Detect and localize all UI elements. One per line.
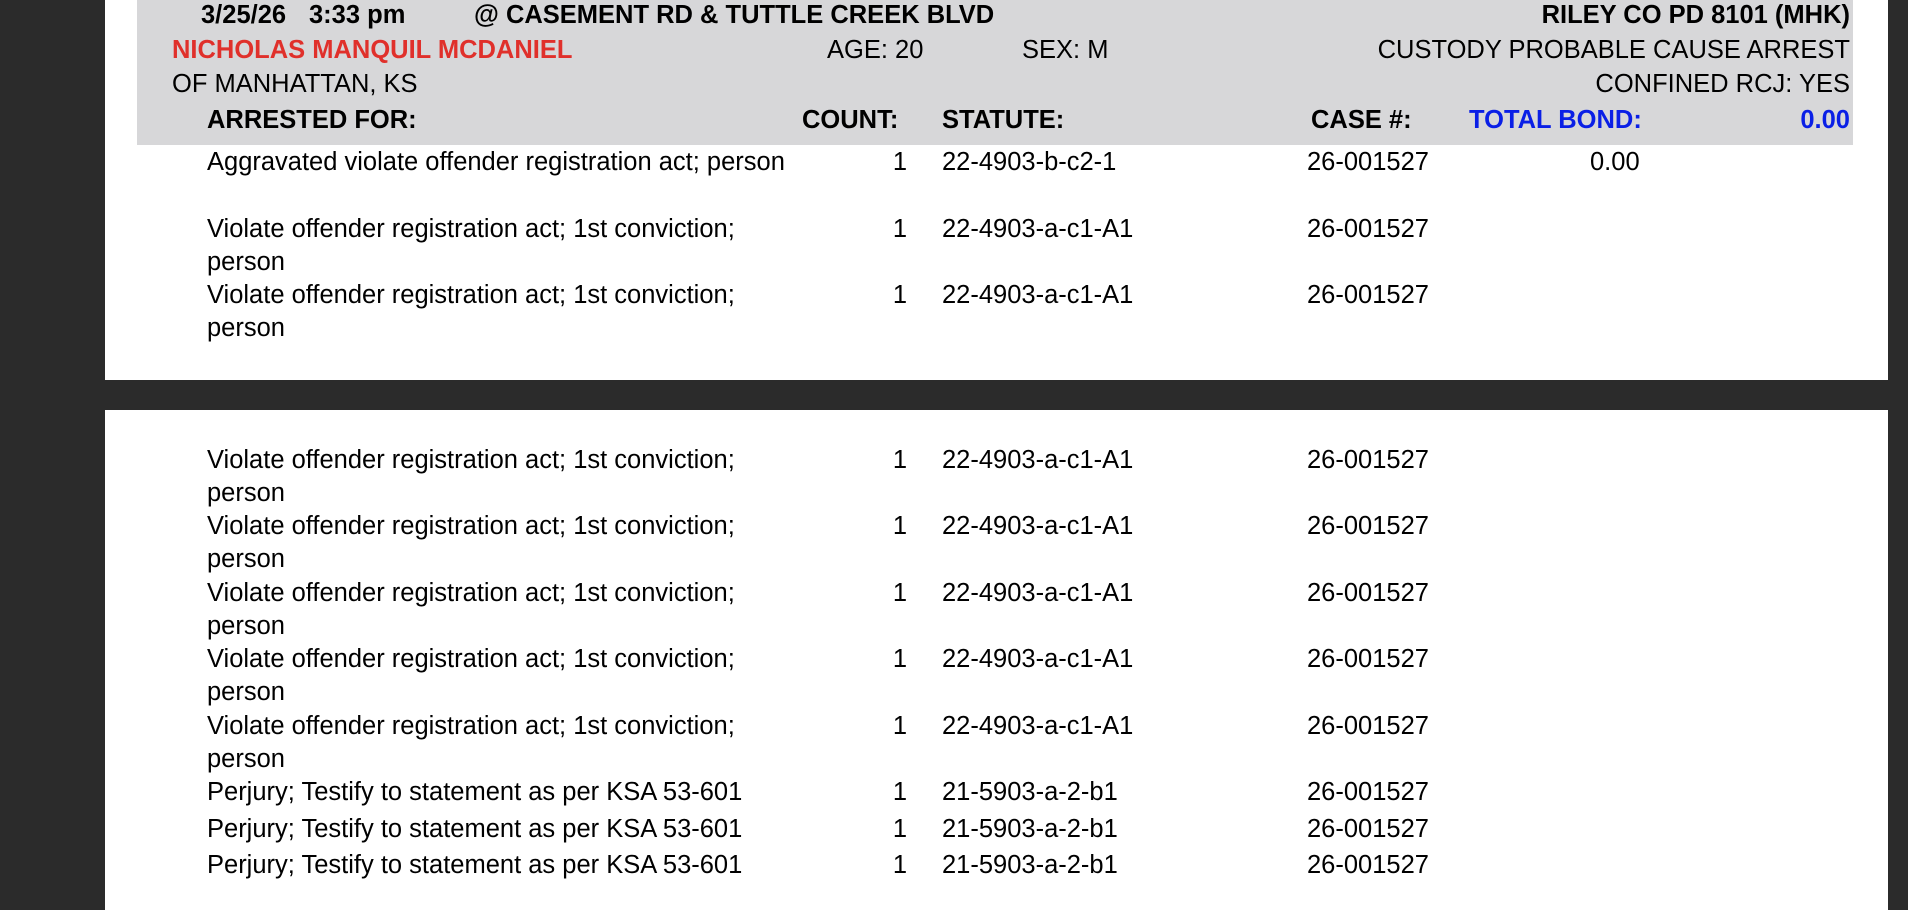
charge-statute: 22-4903-a-c1-A1 <box>942 711 1134 740</box>
charge-case-number: 26-001527 <box>1307 214 1429 243</box>
arrestee-name: NICHOLAS MANQUIL MCDANIEL <box>172 36 573 64</box>
charge-offense: Perjury; Testify to statement as per KSA 53-601 <box>207 851 743 879</box>
charge-count: 1 <box>892 778 907 806</box>
charge-case-number: 26-001527 <box>1307 512 1429 541</box>
charge-count: 1 <box>892 711 907 740</box>
charge-count: 1 <box>892 281 907 309</box>
confined-status: CONFINED RCJ: YES <box>1595 70 1850 98</box>
arrestee-age: AGE: 20 <box>827 36 924 64</box>
charge-offense: Perjury; Testify to statement as per KSA 53-601 <box>207 778 743 806</box>
charge-case-number: 26-001527 <box>1307 778 1429 806</box>
charge-case-number: 26-001527 <box>1307 814 1429 843</box>
total-bond-value: 0.00 <box>1800 106 1850 134</box>
charge-case-number: 26-001527 <box>1307 148 1429 176</box>
arresting-agency: RILEY CO PD 8101 (MHK) <box>1541 1 1850 29</box>
charge-case-number: 26-001527 <box>1307 645 1429 674</box>
charge-bond: 0.00 <box>1590 148 1640 176</box>
charge-statute: 22-4903-b-c2-1 <box>942 148 1117 176</box>
charge-offense: Perjury; Testify to statement as per KSA 53-601 <box>207 814 743 843</box>
arrestee-residence: OF MANHATTAN, KS <box>172 70 418 98</box>
arrest-location: @ CASEMENT RD & TUTTLE CREEK BLVD <box>474 1 995 29</box>
charge-offense: Violate offender registration act; 1st conviction; person <box>207 578 735 640</box>
charge-case-number: 26-001527 <box>1307 851 1429 879</box>
charge-count: 1 <box>892 214 907 243</box>
charge-count: 1 <box>892 851 907 879</box>
charge-case-number: 26-001527 <box>1307 578 1429 607</box>
charge-offense: Violate offender registration act; 1st conviction; person <box>207 281 735 342</box>
arrestee-sex: SEX: M <box>1022 36 1109 64</box>
arrest-time: 3:33 pm <box>309 1 406 29</box>
charge-count: 1 <box>892 578 907 607</box>
arrest-date: 3/25/26 <box>201 1 287 29</box>
charge-offense: Violate offender registration act; 1st conviction; person <box>207 512 735 574</box>
charge-offense: Aggravated violate offender registration act; person <box>207 148 785 176</box>
charge-statute: 22-4903-a-c1-A1 <box>942 446 1134 474</box>
charge-case-number: 26-001527 <box>1307 711 1429 740</box>
charge-count: 1 <box>892 814 907 843</box>
charge-statute: 22-4903-a-c1-A1 <box>942 512 1134 541</box>
charge-count: 1 <box>892 512 907 541</box>
charge-statute: 21-5903-a-2-b1 <box>942 851 1118 879</box>
charge-statute: 22-4903-a-c1-A1 <box>942 578 1134 607</box>
charge-offense: Violate offender registration act; 1st conviction; person <box>207 711 735 773</box>
charge-case-number: 26-001527 <box>1307 281 1429 309</box>
charge-statute: 21-5903-a-2-b1 <box>942 814 1118 843</box>
column-header-count: COUNT: <box>802 106 899 134</box>
column-header-arrested-for: ARRESTED FOR: <box>207 106 417 134</box>
charge-offense: Violate offender registration act; 1st conviction; person <box>207 446 735 507</box>
charge-count: 1 <box>892 645 907 674</box>
charge-statute: 22-4903-a-c1-A1 <box>942 281 1134 309</box>
charge-case-number: 26-001527 <box>1307 446 1429 474</box>
charge-offense: Violate offender registration act; 1st conviction; person <box>207 645 735 707</box>
column-header-case: CASE #: <box>1311 106 1412 134</box>
charge-statute: 21-5903-a-2-b1 <box>942 778 1118 806</box>
total-bond-label: TOTAL BOND: <box>1469 106 1642 134</box>
charge-offense: Violate offender registration act; 1st conviction; person <box>207 214 735 276</box>
arrest-type: CUSTODY PROBABLE CAUSE ARREST <box>1377 36 1850 64</box>
charge-count: 1 <box>892 446 907 474</box>
column-header-statute: STATUTE: <box>942 106 1065 134</box>
charge-statute: 22-4903-a-c1-A1 <box>942 214 1134 243</box>
charge-count: 1 <box>892 148 907 176</box>
charge-statute: 22-4903-a-c1-A1 <box>942 645 1134 674</box>
